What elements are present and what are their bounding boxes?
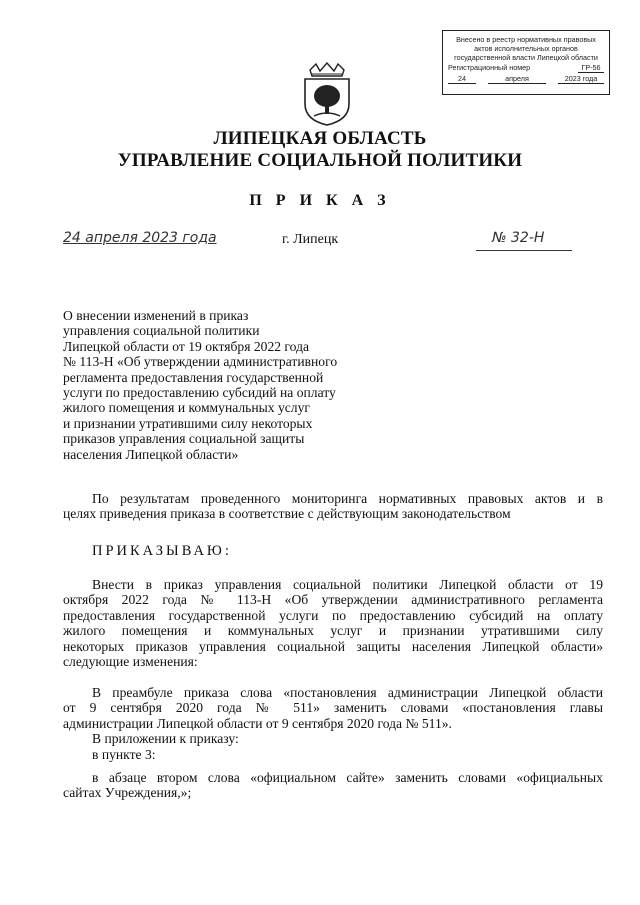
order-word: ПРИКАЗЫВАЮ:: [92, 543, 232, 559]
body-paragraph-5: [63, 770, 603, 801]
stamp-reg-row: [448, 63, 604, 73]
document-type: П Р И К А З: [249, 192, 391, 209]
paragraph-line: от 9 сентября 2020 года № 511» заменить словами «постановления главы: [63, 700, 603, 716]
title-line: услуги по предоставлению субсидий на оплату: [63, 385, 336, 401]
body-paragraph-4: в пункте 3:: [92, 747, 156, 762]
title-line: и признании утратившими силу некоторых: [63, 415, 313, 431]
document-title: [63, 308, 383, 462]
stamp-line: государственной власти Липецкой области: [454, 53, 598, 62]
stamp-reg-label: Регистрационный номер: [448, 63, 531, 72]
stamp-line: актов исполнительных органов: [474, 44, 578, 53]
title-line: жилого помещения и коммунальных услуг: [63, 400, 310, 416]
paragraph-line: предоставления государственной услуги по предоставлению субсидий на оплату: [63, 607, 603, 623]
number-underline: [476, 250, 572, 251]
stamp-year: 2023 года: [558, 74, 604, 84]
paragraph-line: В преамбуле приказа слова «постановления администрации Липецкой области: [92, 685, 603, 700]
title-line: населения Липецкой области»: [63, 446, 239, 462]
title-line: управления социальной политики: [63, 323, 260, 339]
stamp-date-row: [448, 74, 604, 84]
stamp-day: 24: [448, 74, 476, 84]
paragraph-line: администрации Липецкой области от 9 сентября 2020 года № 511».: [63, 715, 452, 731]
coat-of-arms-icon: [300, 62, 354, 126]
title-line: О внесении изменений в приказ: [63, 308, 249, 323]
city: г. Липецк: [282, 232, 339, 247]
stamp-month: апреля: [488, 74, 546, 84]
handwritten-number: № 32-Н: [492, 230, 545, 246]
department-heading: УПРАВЛЕНИЕ СОЦИАЛЬНОЙ ПОЛИТИКИ: [117, 150, 523, 171]
paragraph-line: в абзаце втором слова «официальном сайте» заменить словами «официальных: [92, 770, 603, 785]
title-line: Липецкой области от 19 октября 2022 года: [63, 338, 310, 354]
body-paragraph-3: В приложении к приказу:: [92, 731, 239, 746]
body-paragraph-2: [63, 685, 603, 731]
stamp-reg-number: ГР-56: [578, 63, 604, 73]
paragraph-line: следующие изменения:: [63, 654, 198, 670]
paragraph-line: октября 2022 года № 113-Н «Об утверждении административного регламента: [63, 592, 603, 608]
paragraph-line: жилого помещения и коммунальных услуг и признании утратившими силу: [63, 623, 603, 639]
region-heading: ЛИПЕЦКАЯ ОБЛАСТЬ: [213, 128, 427, 149]
stamp-line: Внесено в реестр нормативных правовых: [456, 35, 596, 44]
paragraph-line: По результатам проведенного мониторинга нормативных правовых актов и в: [92, 491, 603, 506]
registry-stamp: [442, 30, 610, 95]
paragraph-line: целях приведения приказа в соответствие с действующим законодательством: [63, 506, 511, 522]
title-line: приказов управления социальной защиты: [63, 431, 305, 447]
body-paragraph-1: [63, 577, 603, 669]
paragraph-line: некоторых приказов управления социальной защиты населения Липецкой области»: [63, 638, 603, 654]
handwritten-date: 24 апреля 2023 года: [63, 230, 217, 246]
title-line: регламента предоставления государственной: [63, 369, 324, 385]
paragraph-line: сайтах Учреждения,»;: [63, 785, 192, 801]
title-line: № 113-Н «Об утверждении административного: [63, 354, 338, 370]
paragraph-line: Внести в приказ управления социальной политики Липецкой области от 19: [92, 577, 603, 592]
preamble-paragraph: [63, 491, 603, 522]
